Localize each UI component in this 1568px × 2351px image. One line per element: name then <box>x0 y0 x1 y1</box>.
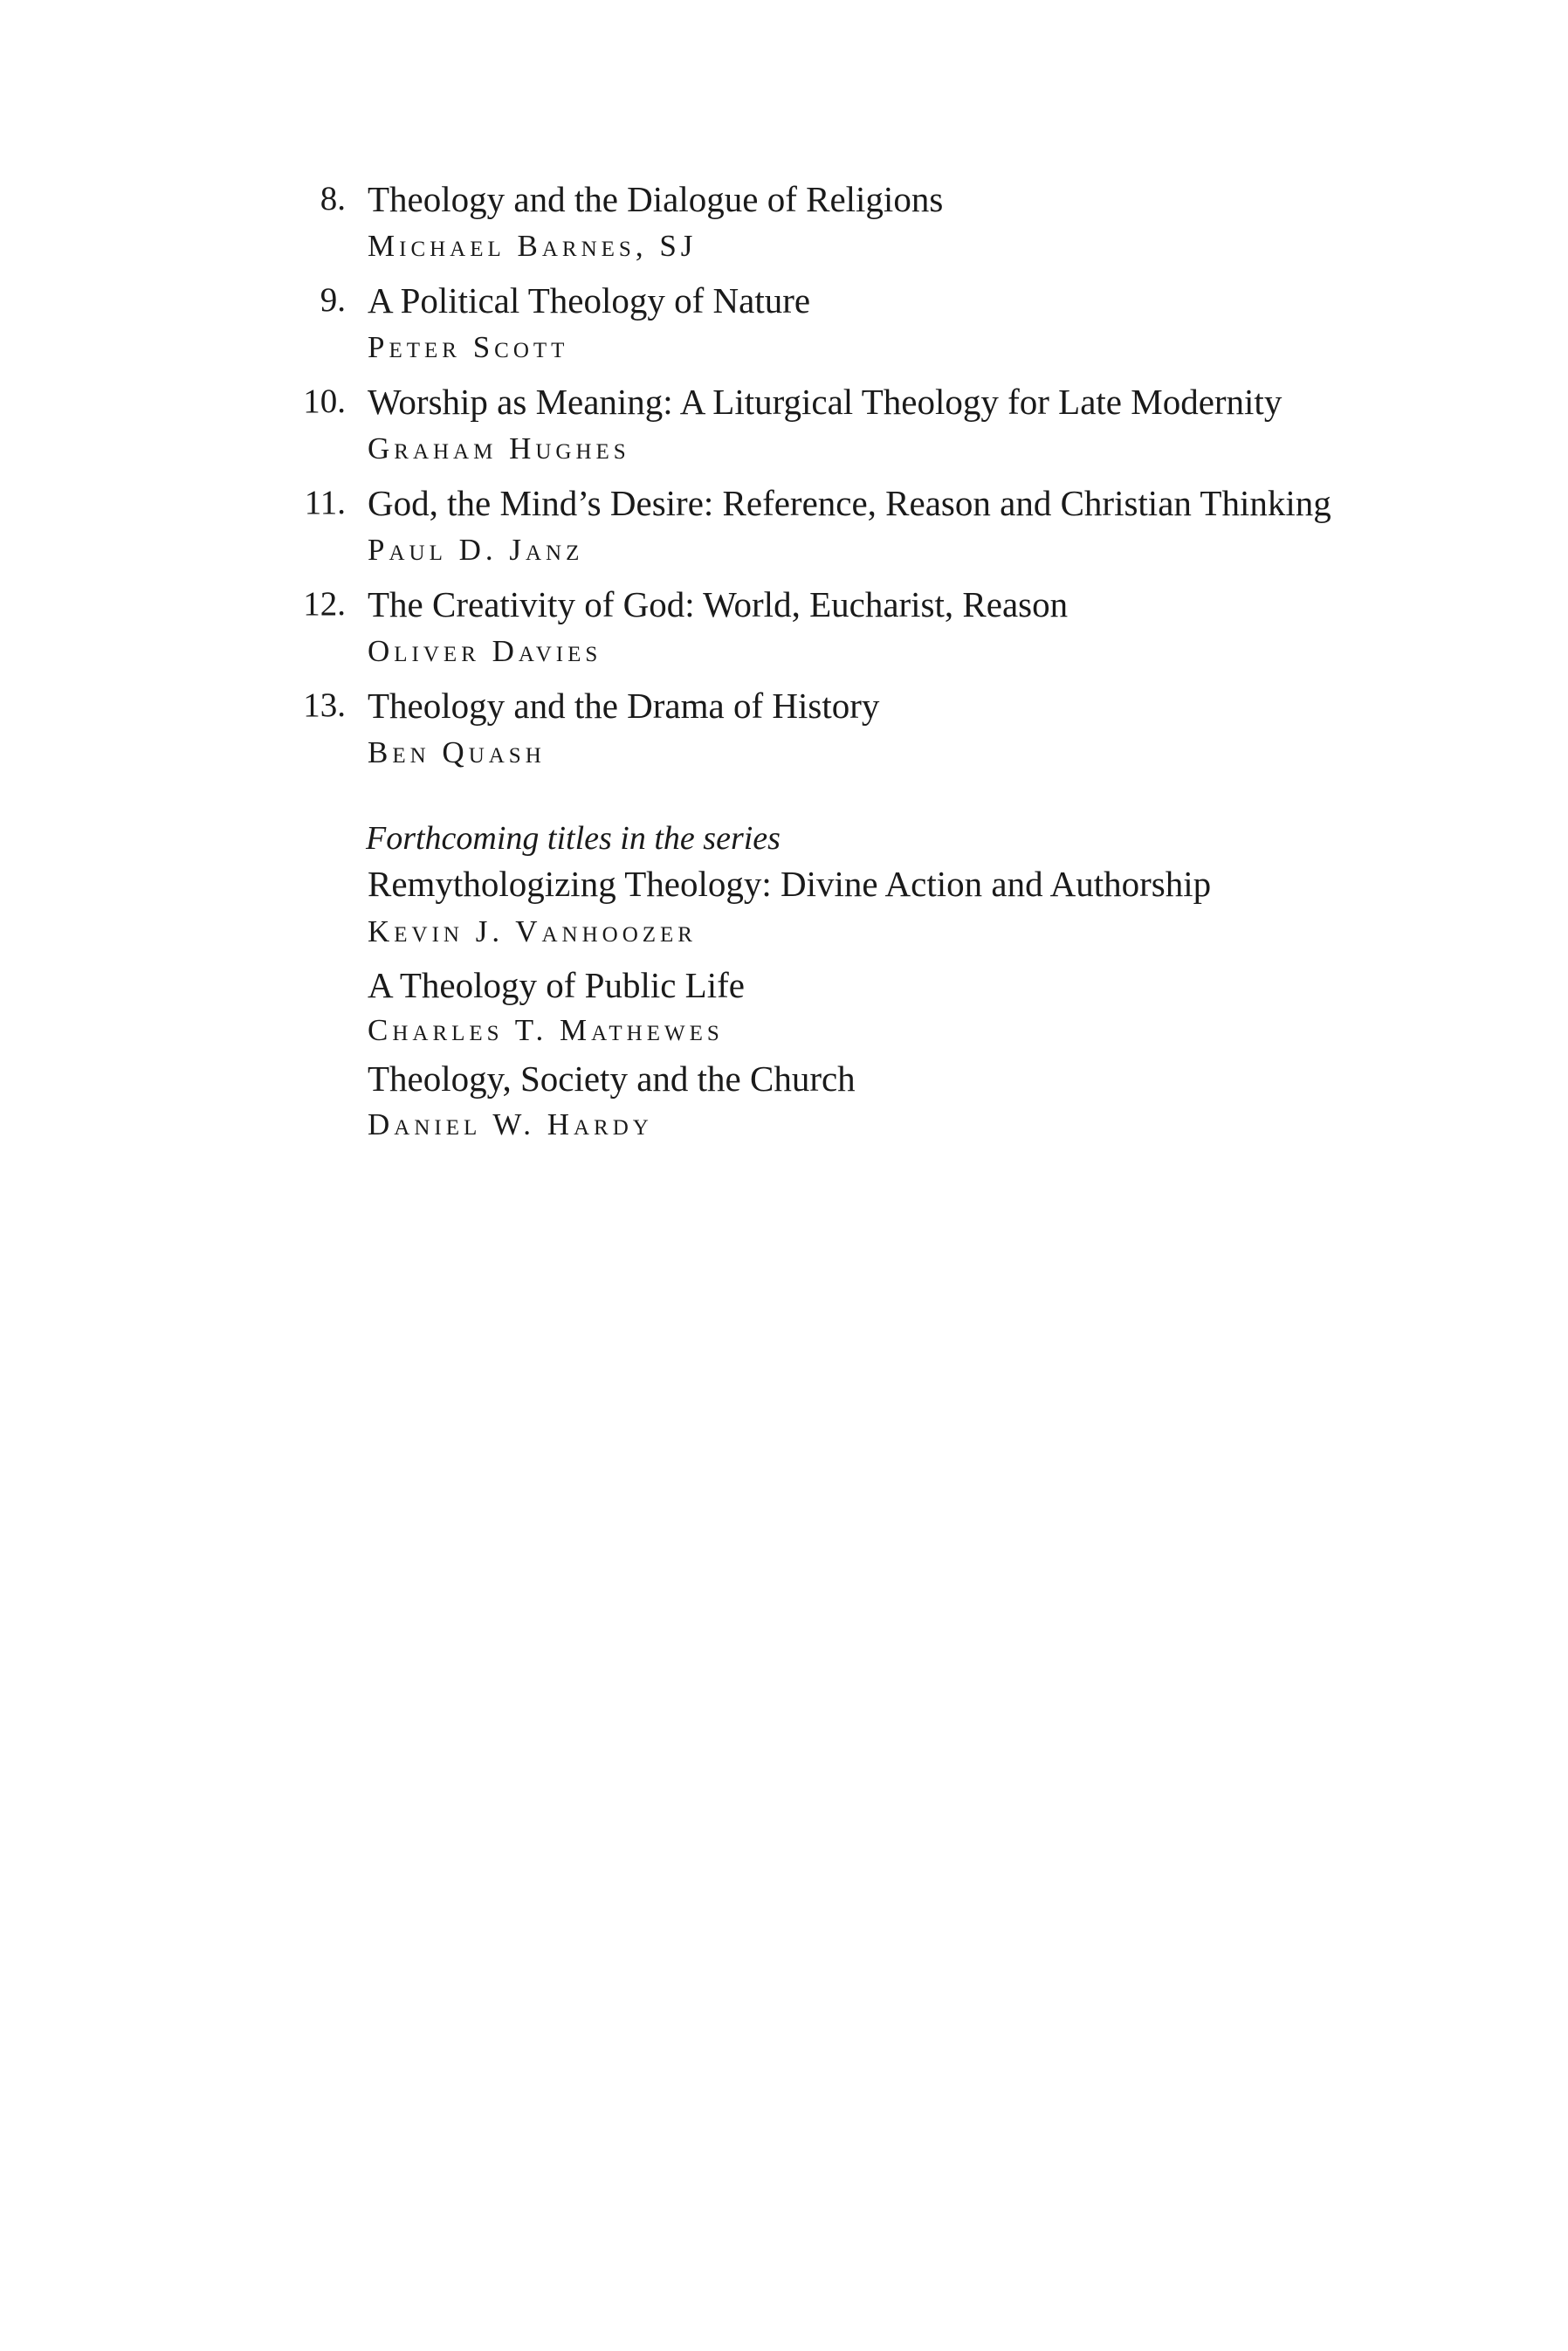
entry-author: Ben Quash <box>368 735 546 769</box>
entry-title: God, the Mind’s Desire: Reference, Reason and Christian Thinking <box>368 483 1331 523</box>
entry-title: The Creativity of God: World, Eucharist, Reason <box>368 584 1069 624</box>
forthcoming-title: Remythologizing Theology: Divine Action and Authorship <box>368 864 1212 904</box>
forthcoming-author: Kevin J. Vanhoozer <box>368 914 697 948</box>
entry-author: Graham Hughes <box>368 431 630 465</box>
entry-title: Theology and the Drama of History <box>368 686 880 726</box>
forthcoming-author: Charles T. Mathewes <box>368 1013 724 1047</box>
entry-author: Paul D. Janz <box>368 533 584 567</box>
entry-number: 10. <box>303 383 346 420</box>
entry-author: Peter Scott <box>368 330 569 364</box>
entry-number: 9. <box>320 281 346 319</box>
forthcoming-author: Daniel W. Hardy <box>368 1107 653 1141</box>
entry-number: 13. <box>303 686 346 724</box>
entry-author: Michael Barnes, SJ <box>368 229 698 263</box>
forthcoming-title: Theology, Society and the Church <box>368 1058 856 1099</box>
entry-number: 12. <box>303 585 346 623</box>
entry-number: 11. <box>304 484 346 521</box>
entry-author: Oliver Davies <box>368 634 602 668</box>
entry-title: Theology and the Dialogue of Religions <box>368 179 944 219</box>
entry-title: Worship as Meaning: A Liturgical Theology for Late Modernity <box>368 382 1283 422</box>
forthcoming-title: A Theology of Public Life <box>368 965 745 1005</box>
forthcoming-heading: Forthcoming titles in the series <box>366 820 781 857</box>
entry-number: 8. <box>320 180 346 217</box>
entry-title: A Political Theology of Nature <box>368 280 811 321</box>
